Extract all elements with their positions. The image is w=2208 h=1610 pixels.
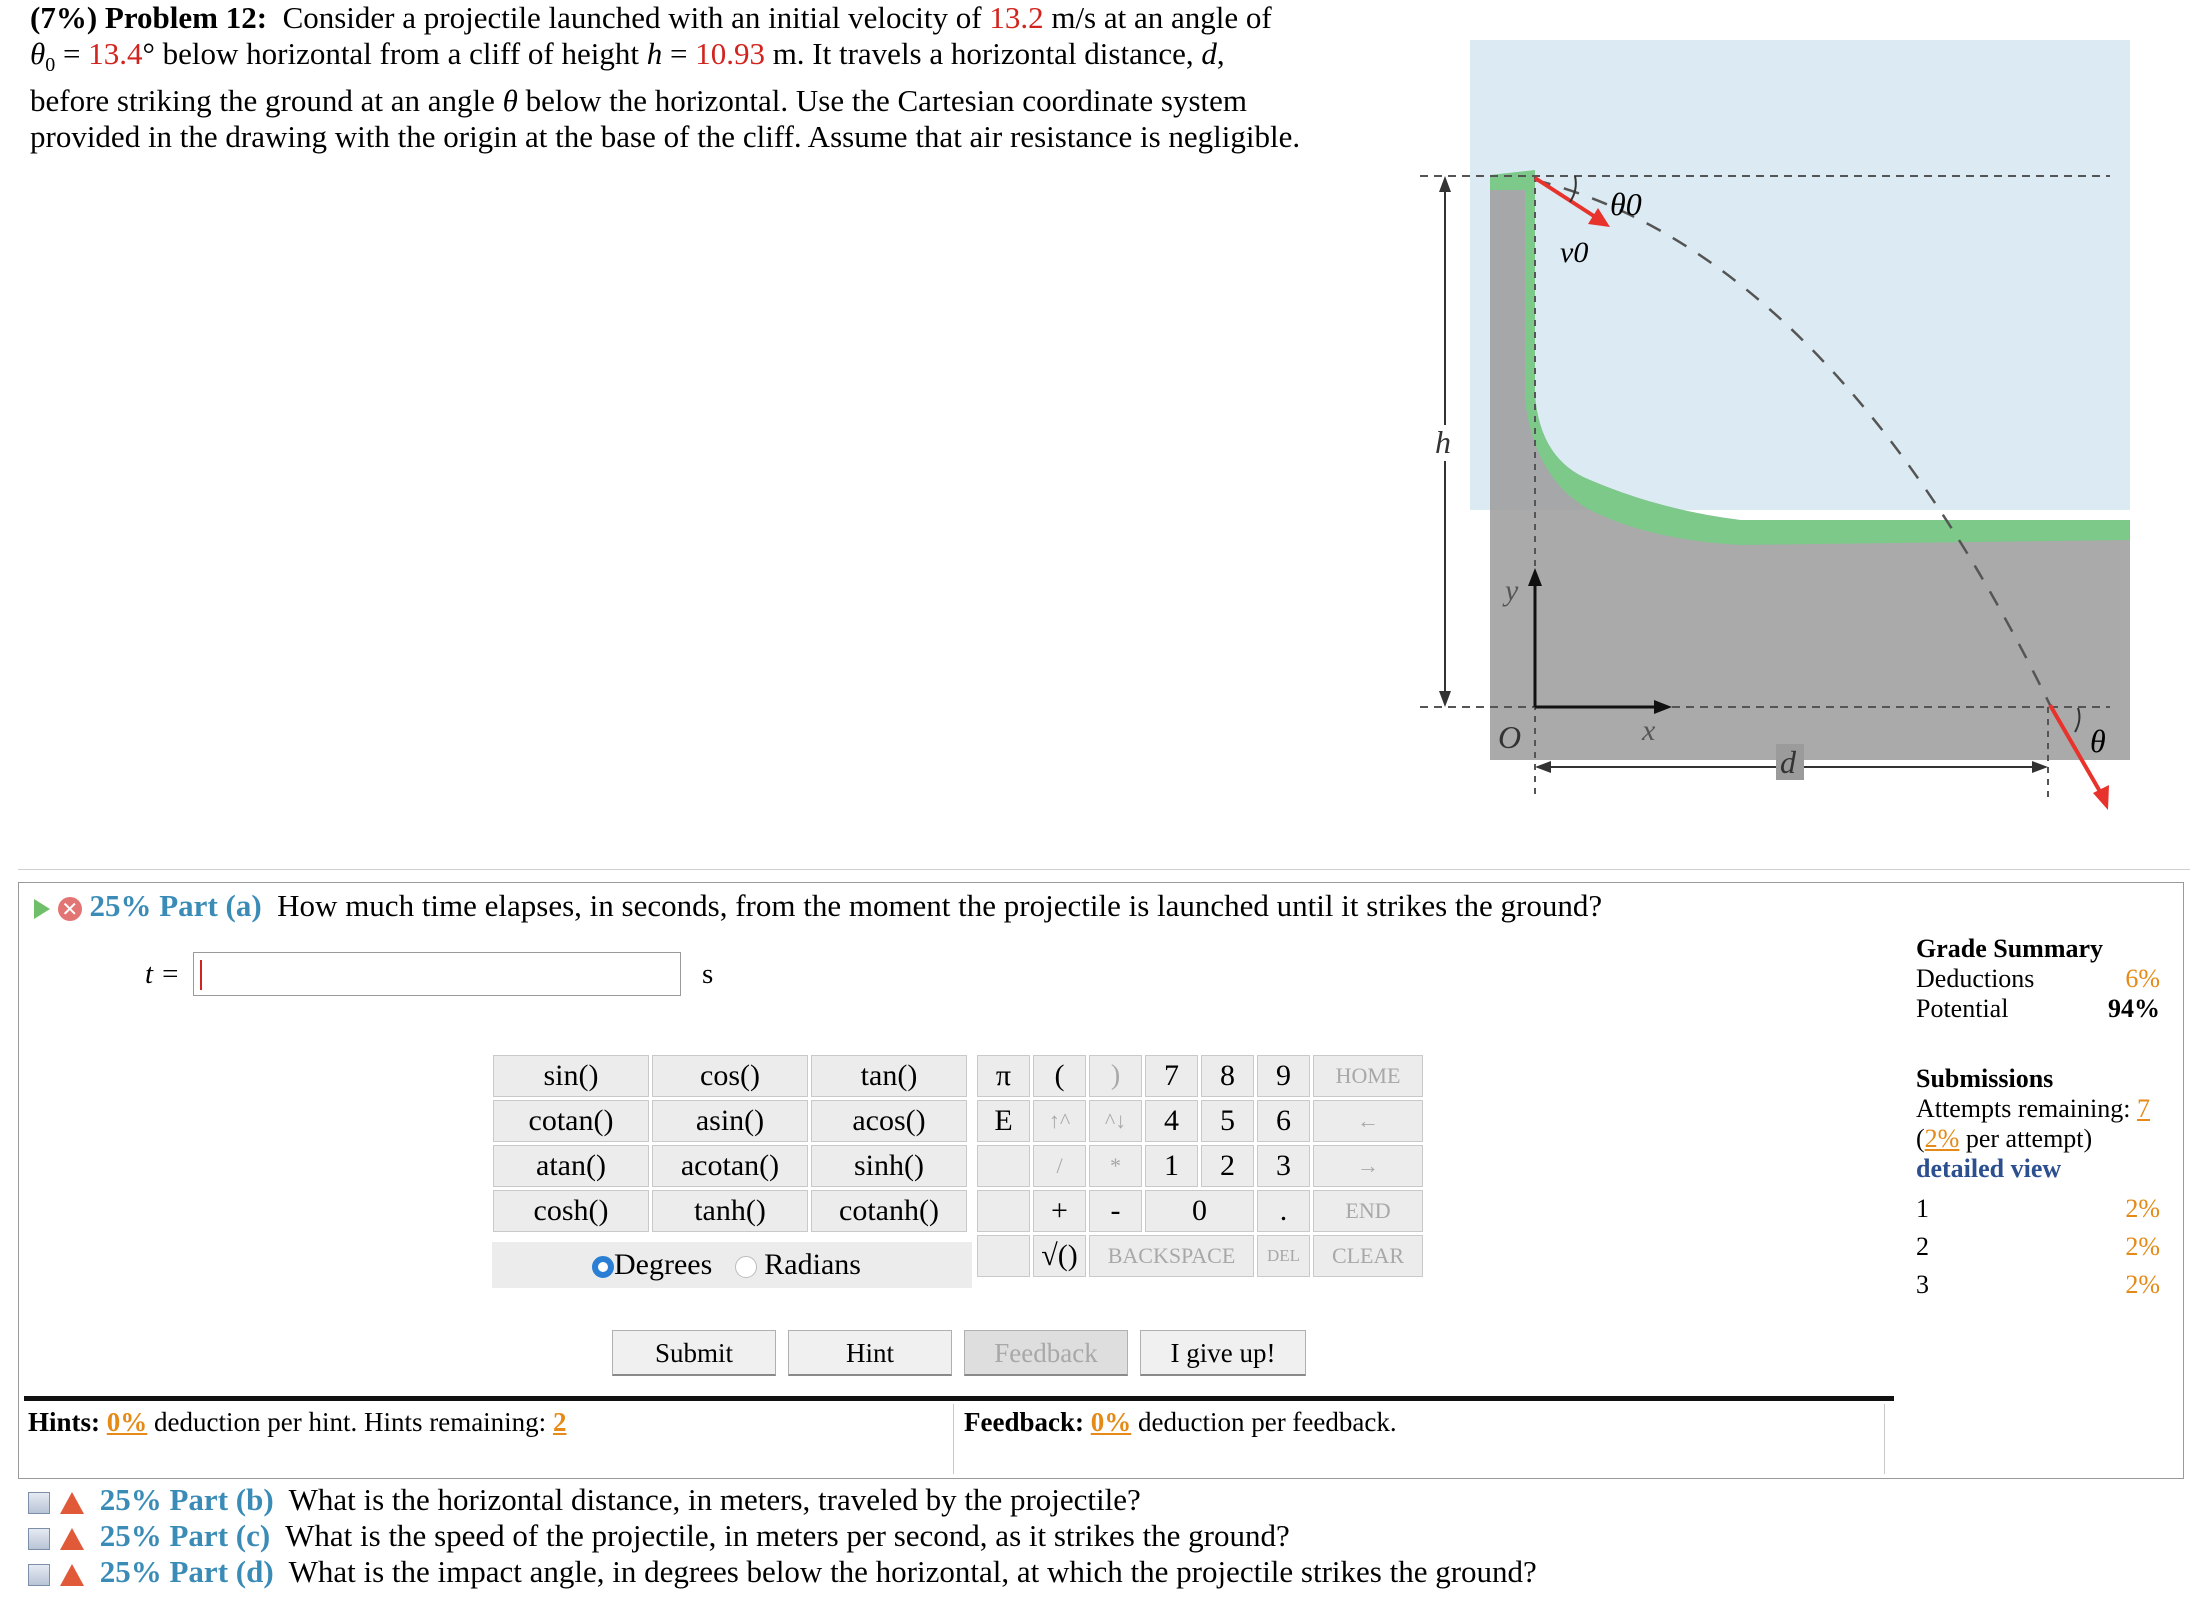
blank-key <box>977 1190 1030 1232</box>
hint-button[interactable]: Hint <box>788 1330 952 1376</box>
expand-icon[interactable] <box>28 1492 50 1514</box>
part-a-question: How much time elapses, in seconds, from the moment the projectile is launched until it strikes the ground? <box>277 888 1603 923</box>
grade-summary <box>1916 934 2160 1304</box>
backspace-button[interactable]: BACKSPACE <box>1089 1235 1254 1277</box>
problem-text: below the horizontal. Use the Cartesian coordinate system <box>525 83 1247 119</box>
part-a-label: Part (a) <box>159 888 262 923</box>
play-icon[interactable] <box>34 899 50 919</box>
h-arrowhead <box>1439 691 1451 707</box>
key-8[interactable]: 8 <box>1201 1055 1254 1097</box>
h-symbol: h <box>646 36 663 71</box>
key-2[interactable]: 2 <box>1201 1145 1254 1187</box>
function-keypad <box>490 1052 970 1235</box>
angle-mode <box>492 1242 972 1288</box>
part-b-question: What is the horizontal distance, in meters, traveled by the projectile? <box>288 1482 1141 1517</box>
submission-number: 1 <box>1916 1194 1929 1223</box>
key-1[interactable]: 1 <box>1145 1145 1198 1187</box>
sky-area <box>1470 40 2130 510</box>
cursor-right-button[interactable]: → <box>1313 1145 1423 1187</box>
plus-button[interactable]: + <box>1033 1190 1086 1232</box>
problem-text: m/s at an angle of <box>1051 0 1272 35</box>
d-label: d <box>1780 744 1796 780</box>
part-b-row[interactable] <box>28 1482 1141 1518</box>
warning-icon <box>60 1528 84 1550</box>
key-6[interactable]: 6 <box>1257 1100 1310 1142</box>
part-c-question: What is the speed of the projectile, in meters per second, as it strikes the ground? <box>285 1518 1290 1553</box>
submission-deduction: 2% <box>2125 1232 2160 1261</box>
tanh-button[interactable]: tanh() <box>652 1190 808 1232</box>
origin-label: O <box>1498 719 1522 755</box>
hints-label: Hints: <box>28 1407 101 1437</box>
theta0-value: 13.4 <box>88 36 143 71</box>
h-arrowhead <box>1439 176 1451 192</box>
part-c-label: Part (c) <box>169 1518 271 1553</box>
superscript-up-button[interactable]: ↑^ <box>1033 1100 1086 1142</box>
part-b-weight: 25% <box>99 1482 162 1517</box>
asin-button[interactable]: asin() <box>652 1100 808 1142</box>
part-c-row[interactable] <box>28 1518 1290 1554</box>
expand-icon[interactable] <box>28 1528 50 1550</box>
submission-deduction: 2% <box>2125 1194 2160 1223</box>
attempts-remaining: 7 <box>2136 1094 2150 1123</box>
left-paren-button[interactable]: ( <box>1033 1055 1086 1097</box>
problem-text: , <box>1216 36 1225 71</box>
delete-button[interactable]: DEL <box>1257 1235 1310 1277</box>
clear-button[interactable]: CLEAR <box>1313 1235 1423 1277</box>
part-a-weight: 25% <box>89 888 152 923</box>
key-9[interactable]: 9 <box>1257 1055 1310 1097</box>
theta-symbol: θ <box>30 36 46 71</box>
part-d-question: What is the impact angle, in degrees below the horizontal, at which the projectile strikes the ground? <box>288 1554 1537 1589</box>
equals: = <box>62 36 81 71</box>
sqrt-button[interactable]: √() <box>1033 1235 1086 1277</box>
home-button[interactable]: HOME <box>1313 1055 1423 1097</box>
part-c-weight: 25% <box>99 1518 162 1553</box>
submission-number: 2 <box>1916 1232 1929 1261</box>
deductions-label: Deductions <box>1916 964 2035 993</box>
divide-button[interactable]: / <box>1033 1145 1086 1187</box>
hints-remaining: 2 <box>552 1407 567 1437</box>
cos-button[interactable]: cos() <box>652 1055 808 1097</box>
right-paren-button[interactable]: ) <box>1089 1055 1142 1097</box>
key-5[interactable]: 5 <box>1201 1100 1254 1142</box>
radians-radio[interactable] <box>735 1256 757 1278</box>
attempts-label: Attempts remaining: <box>1916 1094 2131 1123</box>
submission-deduction: 2% <box>2125 1270 2160 1299</box>
h-label: h <box>1435 424 1451 460</box>
feedback-text: deduction per feedback. <box>1137 1407 1397 1437</box>
feedback-panel <box>964 1404 1885 1474</box>
section-divider <box>18 869 2190 870</box>
projectile-figure <box>1410 40 2155 820</box>
decimal-button[interactable]: . <box>1257 1190 1310 1232</box>
grade-summary-title: Grade Summary <box>1916 934 2104 963</box>
give-up-button[interactable]: I give up! <box>1140 1330 1306 1376</box>
hints-panel <box>28 1404 954 1474</box>
h-value: 10.93 <box>695 36 765 71</box>
e-button[interactable]: E <box>977 1100 1030 1142</box>
feedback-button[interactable]: Feedback <box>964 1330 1128 1376</box>
submit-button[interactable]: Submit <box>612 1330 776 1376</box>
cotanh-button[interactable]: cotanh() <box>811 1190 967 1232</box>
theta0-label: θ0 <box>1610 186 1642 222</box>
per-attempt-text: per attempt) <box>1965 1124 2093 1153</box>
hint-deduction: 0% <box>106 1407 148 1437</box>
acotan-button[interactable]: acotan() <box>652 1145 808 1187</box>
answer-input[interactable] <box>193 952 681 996</box>
part-b-label: Part (b) <box>169 1482 274 1517</box>
d-arrowhead <box>2032 761 2048 773</box>
cosh-button[interactable]: cosh() <box>493 1190 649 1232</box>
sinh-button[interactable]: sinh() <box>811 1145 967 1187</box>
d-arrowhead <box>1535 761 1551 773</box>
cursor-left-button[interactable]: ← <box>1313 1100 1423 1142</box>
feedback-label: Feedback: <box>964 1407 1084 1437</box>
pi-button[interactable]: π <box>977 1055 1030 1097</box>
d-symbol: d <box>1201 36 1217 71</box>
key-4[interactable]: 4 <box>1145 1100 1198 1142</box>
x-label: x <box>1642 714 1656 747</box>
expand-icon[interactable] <box>28 1564 50 1586</box>
part-d-row[interactable] <box>28 1554 1537 1590</box>
atan-button[interactable]: atan() <box>493 1145 649 1187</box>
hints-text: deduction per hint. Hints remaining: <box>154 1407 547 1437</box>
text-caret <box>200 960 202 990</box>
key-7[interactable]: 7 <box>1145 1055 1198 1097</box>
part-d-weight: 25% <box>99 1554 162 1589</box>
key-3[interactable]: 3 <box>1257 1145 1310 1187</box>
acos-button[interactable]: acos() <box>811 1100 967 1142</box>
sin-button[interactable]: sin() <box>493 1055 649 1097</box>
problem-text: m. It travels a horizontal distance, <box>772 36 1194 71</box>
y-label: y <box>1505 574 1519 607</box>
answer-variable: t = <box>145 958 180 990</box>
equals: = <box>669 36 688 71</box>
problem-statement <box>30 0 1410 155</box>
blank-key <box>977 1235 1030 1277</box>
problem-text: provided in the drawing with the origin at the base of the cliff. Assume that air resistance is negligible. <box>30 119 1301 155</box>
cotan-button[interactable]: cotan() <box>493 1100 649 1142</box>
problem-weight: (7%) <box>30 0 98 35</box>
theta-label: θ <box>2090 723 2106 759</box>
feedback-deduction: 0% <box>1090 1407 1132 1437</box>
potential-value: 94% <box>2108 994 2160 1023</box>
problem-text: before striking the ground at an angle <box>30 83 495 119</box>
theta-sub: 0 <box>45 54 56 77</box>
degrees-radio[interactable] <box>592 1256 614 1278</box>
warning-icon <box>60 1492 84 1514</box>
per-attempt-pct: 2% <box>1924 1124 1960 1153</box>
v0-label: v0 <box>1560 236 1589 269</box>
impact-arrowhead <box>2093 785 2109 810</box>
theta-symbol: θ <box>502 83 518 119</box>
radians-label: Radians <box>764 1248 861 1281</box>
answer-unit: s <box>702 958 714 990</box>
warning-icon <box>60 1564 84 1586</box>
submissions-title: Submissions <box>1916 1064 2054 1093</box>
problem-text: ° below horizontal from a cliff of height <box>142 36 639 71</box>
deductions-value: 6% <box>2125 964 2160 993</box>
per-attempt-paren: ( <box>1916 1124 1925 1153</box>
incorrect-icon: ✕ <box>58 897 82 921</box>
numeric-keypad <box>974 1052 1426 1280</box>
end-button[interactable]: END <box>1313 1190 1423 1232</box>
hints-divider <box>24 1396 1894 1401</box>
submission-number: 3 <box>1916 1270 1929 1299</box>
potential-label: Potential <box>1916 994 2009 1023</box>
tan-button[interactable]: tan() <box>811 1055 967 1097</box>
superscript-down-button[interactable]: ^↓ <box>1089 1100 1142 1142</box>
part-a-header <box>34 888 1602 924</box>
detailed-view-link[interactable]: detailed view <box>1916 1154 2062 1183</box>
v0-value: 13.2 <box>989 0 1044 35</box>
part-d-label: Part (d) <box>169 1554 274 1589</box>
problem-text: Consider a projectile launched with an initial velocity of <box>282 0 982 35</box>
blank-key <box>977 1145 1030 1187</box>
key-0[interactable]: 0 <box>1145 1190 1254 1232</box>
minus-button[interactable]: - <box>1089 1190 1142 1232</box>
problem-title: Problem 12: <box>104 0 268 35</box>
multiply-button[interactable]: * <box>1089 1145 1142 1187</box>
degrees-label: Degrees <box>614 1248 713 1281</box>
